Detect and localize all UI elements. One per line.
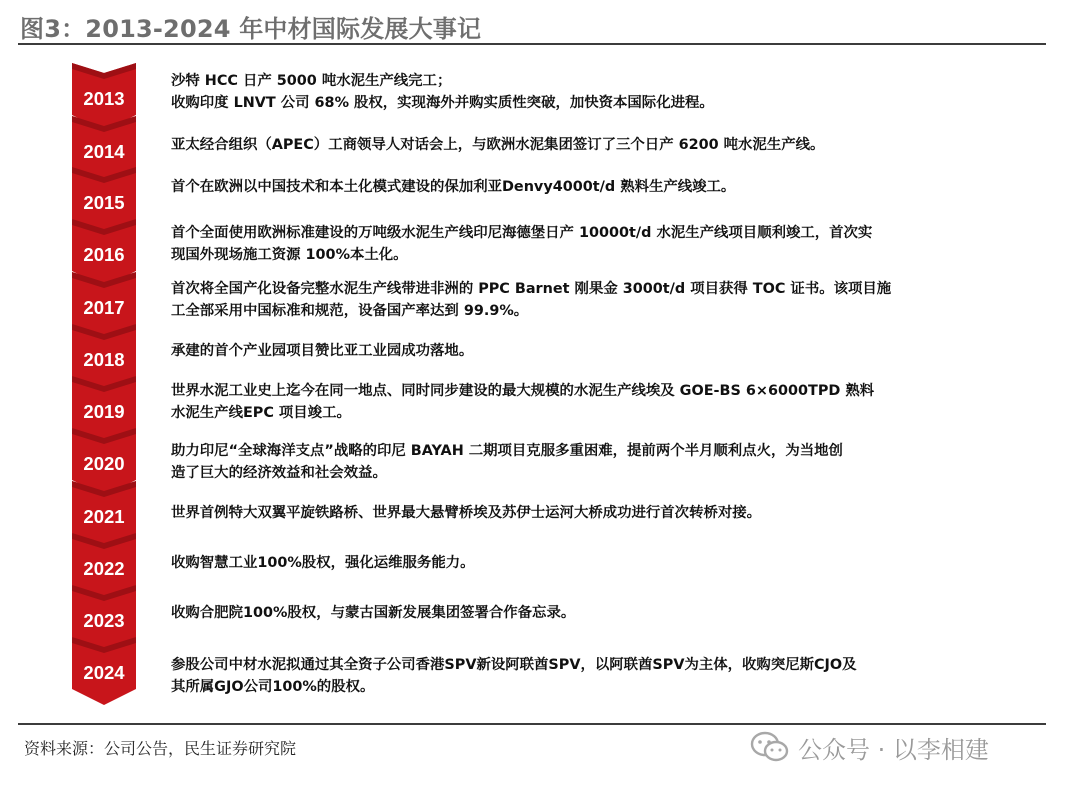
watermark-text: 公众号 · 以李相建 [798, 735, 989, 764]
top-divider [18, 43, 1046, 45]
event-text-line: 其所属GJO公司100%的股权。 [171, 679, 375, 695]
timeline-event [171, 602, 1011, 624]
timeline-event [171, 70, 1011, 114]
timeline-event [171, 440, 1011, 484]
event-text-line: 世界首例特大双翼平旋铁路桥、世界最大悬臂桥埃及苏伊士运河大桥成功进行首次转桥对接。 [171, 505, 762, 521]
timeline-chevron [72, 637, 136, 705]
event-text-line: 首次将全国产化设备完整水泥生产线带进非洲的 PPC Barnet 刚果金 3000t/d 项目获得 TOC 证书。该项目施 [171, 281, 892, 297]
event-text-line: 世界水泥工业史上迄今在同一地点、同时同步建设的最大规模的水泥生产线埃及 GOE-BS 6×6000TPD 熟料 [171, 383, 875, 399]
timeline-year: 2014 [83, 141, 125, 162]
event-text-line: 现国外现场施工资源 100%本土化。 [171, 247, 408, 263]
timeline-event [171, 502, 1011, 524]
timeline-event [171, 278, 1011, 322]
timeline-year: 2022 [83, 558, 125, 579]
bottom-divider [18, 723, 1046, 725]
event-text-line: 沙特 HCC 日产 5000 吨水泥生产线完工； [171, 73, 452, 89]
watermark [750, 727, 989, 767]
timeline-event [171, 340, 1011, 362]
wechat-icon [750, 731, 790, 763]
timeline-year: 2020 [83, 453, 125, 474]
timeline-event [171, 380, 1011, 424]
timeline-year: 2015 [83, 192, 125, 213]
timeline-year: 2017 [83, 297, 125, 318]
timeline-year: 2016 [83, 244, 125, 265]
event-text-line: 助力印尼“全球海洋支点”战略的印尼 BAYAH 二期项目克服多重困难，提前两个半月顺利点火，为当地创 [171, 443, 843, 459]
figure-title: 图3：2013-2024 年中材国际发展大事记 [20, 15, 482, 43]
event-text-line: 首个全面使用欧洲标准建设的万吨级水泥生产线印尼海德堡日产 10000t/d 水泥生产线项目顺利竣工，首次实 [171, 225, 873, 241]
timeline-event [171, 222, 1011, 266]
timeline-event [171, 552, 1011, 574]
event-text-line: 首个在欧洲以中国技术和本土化模式建设的保加利亚Denvy4000t/d 熟料生产线竣工。 [171, 179, 736, 195]
event-text-line: 工全部采用中国标准和规范，设备国产率达到 99.9%。 [171, 303, 529, 319]
event-text-line: 亚太经合组织（APEC）工商领导人对话会上，与欧洲水泥集团签订了三个日产 6200 吨水泥生产线。 [171, 137, 825, 153]
timeline-year: 2018 [83, 349, 125, 370]
timeline-year: 2019 [83, 401, 125, 422]
timeline-event [171, 654, 1011, 698]
event-text-line: 造了巨大的经济效益和社会效益。 [171, 465, 387, 481]
event-text-line: 收购印度 LNVT 公司 68% 股权，实现海外并购实质性突破，加快资本国际化进程。 [171, 95, 714, 111]
source-note: 资料来源：公司公告，民生证券研究院 [24, 739, 297, 758]
timeline-year: 2024 [83, 662, 125, 683]
event-text-line: 收购智慧工业100%股权，强化运维服务能力。 [171, 555, 475, 571]
timeline-year: 2023 [83, 610, 125, 631]
event-text-line: 水泥生产线EPC 项目竣工。 [171, 405, 351, 421]
timeline-event [171, 176, 1011, 198]
event-text-line: 参股公司中材水泥拟通过其全资子公司香港SPV新设阿联酋SPV，以阿联酋SPV为主体，收购突尼斯CJO及 [171, 657, 857, 673]
timeline-year: 2013 [83, 88, 125, 109]
event-text-line: 承建的首个产业园项目赞比亚工业园成功落地。 [171, 343, 474, 359]
timeline-year: 2021 [83, 506, 125, 527]
timeline-event [171, 134, 1011, 156]
event-text-line: 收购合肥院100%股权，与蒙古国新发展集团签署合作备忘录。 [171, 605, 576, 621]
